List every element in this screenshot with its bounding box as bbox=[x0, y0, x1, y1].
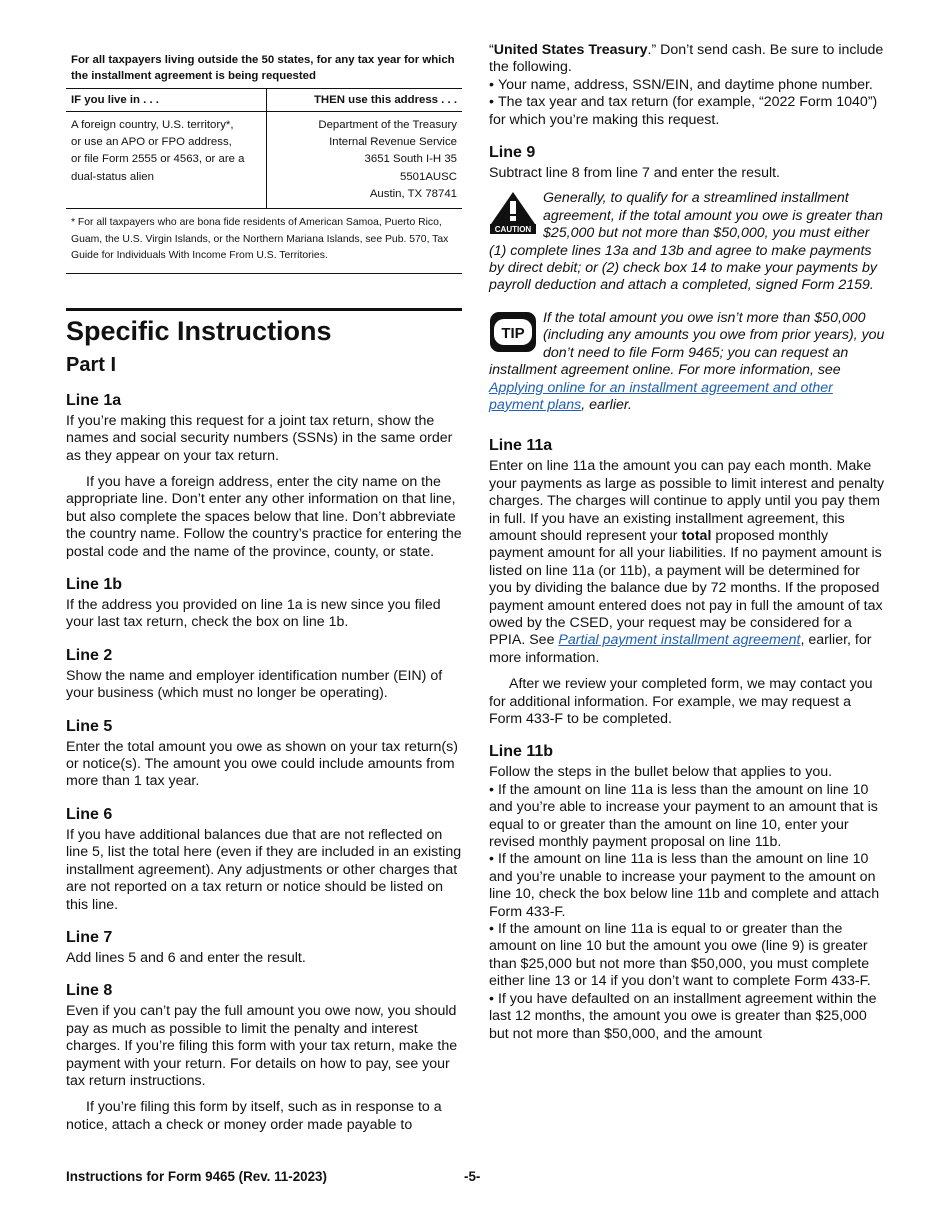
line-1a-paragraph: If you’re making this request for a joint tax return, show the names and social security numbers (SSNs) in the same order as they appear on your tax return. bbox=[66, 412, 453, 464]
part-heading: Part I bbox=[66, 353, 117, 376]
applying-online-link[interactable]: Applying online for an installment agreement and other payment plans bbox=[489, 379, 833, 413]
caution-icon bbox=[489, 190, 537, 234]
line-5-heading: Line 5 bbox=[66, 717, 113, 735]
table-row bbox=[66, 112, 462, 209]
line-11b-intro: Follow the steps in the bullet below that applies to you. bbox=[489, 764, 833, 781]
list-item: • Your name, address, SSN/EIN, and daytime phone number. bbox=[489, 77, 885, 94]
page-title: Specific Instructions bbox=[66, 315, 332, 346]
caution-label: CAUTION bbox=[494, 225, 532, 235]
line-11b-heading: Line 11b bbox=[489, 743, 554, 761]
line-6-heading: Line 6 bbox=[66, 805, 113, 823]
line-11a-paragraph: Enter on line 11a the amount you can pay each month. Make your payments as large as possible to limit interest and penalty charges. The charges will continue to apply until you pay them in full. If you have an existing installment agreement, this amount should represent your total proposed monthly payment amount for all your liabilities. If no payment amount is listed on line 11a (or 11b), a payment will be determined for you by dividing the balance due by 72 months. If the proposed payment amount entered does not pay in full the amount of tax owed by the CSED, your request may be considered for a PPIA. See Partial payment installment agreement, earlier, for more information. bbox=[489, 458, 885, 666]
table-cell-address: Department of the Treasury Internal Revenue Service 3651 South I-H 35 5501AUSC Austin, TX 78741 bbox=[267, 112, 463, 209]
table-footnote: * For all taxpayers who are bona fide residents of American Samoa, Puerto Rico, Guam, the U.S. Virgin Islands, or the Northern Mariana Islands, see Pub. 570, Tax Guide for Individuals With Income From U.S. Territories. bbox=[66, 209, 462, 274]
line-2-heading: Line 2 bbox=[66, 646, 113, 664]
address-table-title: For all taxpayers living outside the 50 states, for any tax year for which the installment agreement is being requested bbox=[71, 54, 455, 82]
table-header-if: IF you live in . . . bbox=[66, 89, 267, 112]
tip-icon bbox=[489, 310, 537, 354]
line-1b-paragraph: If the address you provided on line 1a is new since you filed your last tax return, check the box on line 1b. bbox=[66, 597, 441, 631]
line-5-paragraph: Enter the total amount you owe as shown on your tax return(s) or notice(s). The amount you owe could include amounts from more than 1 tax year. bbox=[66, 738, 458, 790]
page-footer bbox=[66, 1169, 886, 1184]
line-7-paragraph: Add lines 5 and 6 and enter the result. bbox=[66, 949, 306, 966]
line-11a-paragraph: After we review your completed form, we may contact you for additional information. For example, we may request a Form 433-F to be completed. bbox=[489, 676, 873, 727]
list-item: • If the amount on line 11a is less than the amount on line 10 and you’re unable to increase your payment to the amount on line 10, check the box below line 11b and complete and attach Form 433-F. bbox=[489, 851, 885, 921]
line-1b-heading: Line 1b bbox=[66, 576, 123, 594]
list-item: • If you have defaulted on an installment agreement within the last 12 months, the amount you owe is greater than $25,000 but not more than $50,000, and the amount bbox=[489, 991, 885, 1043]
list-item: • If the amount on line 11a is less than the amount on line 10 and you’re able to increase your payment to an amount that is equal to or greater than the amount on line 10, enter your revised monthly payment proposal on line 11b. bbox=[489, 782, 885, 852]
page-number: -5- bbox=[464, 1169, 481, 1184]
line-2-paragraph: Show the name and employer identification number (EIN) of your business (which must no longer be operating). bbox=[66, 667, 443, 702]
line-8-paragraph: Even if you can’t pay the full amount you owe now, you should pay as much as possible to limit the penalty and interest charges. If you’re filing this form with your tax return, make the payment with your return. For details on how to pay, see your tax return instructions. bbox=[66, 1003, 458, 1089]
continued-paragraph: “United States Treasury.” Don’t send cash. Be sure to include the following. bbox=[489, 42, 884, 76]
right-column bbox=[489, 42, 885, 1043]
line-8-paragraph: If you’re filing this form by itself, such as in response to a notice, attach a check or money order made payable to bbox=[66, 1099, 442, 1133]
line-11a-heading: Line 11a bbox=[489, 437, 553, 455]
address-table bbox=[66, 88, 462, 209]
tip-label: TIP bbox=[501, 324, 525, 342]
caution-notice bbox=[489, 190, 885, 294]
line-1a-heading: Line 1a bbox=[66, 391, 122, 409]
line-9-paragraph: Subtract line 8 from line 7 and enter the result. bbox=[489, 165, 781, 182]
left-column bbox=[66, 52, 462, 1134]
table-header-then: THEN use this address . . . bbox=[267, 89, 463, 112]
list-item: • If the amount on line 11a is equal to or greater than the amount on line 10 but the amount you owe (line 9) is greater than $25,000 but not more than $50,000, you must complete either line 13 or 14 if you don’t want to complete Form 433-F. bbox=[489, 921, 885, 991]
line-1a-paragraph: If you have a foreign address, enter the city name on the appropriate line. Don’t enter any other information on that line, but also complete the spaces below that line. Don’t abbreviate the country name. Follow the country’s practice for entering the postal code and the name of the province, county, or state. bbox=[66, 474, 462, 560]
table-cell-location: A foreign country, U.S. territory*, or use an APO or FPO address, or file Form 2555 or 4563, or are a dual-status alien bbox=[66, 112, 267, 209]
section-divider bbox=[66, 308, 462, 347]
line-6-paragraph: If you have additional balances due that are not reflected on line 5, list the total here (even if they are included in an existing installment agreement). Any adjustments or other charges that are not reported on a tax return or notice should be listed on this line. bbox=[66, 826, 462, 913]
line-9-heading: Line 9 bbox=[489, 144, 536, 162]
partial-payment-link[interactable]: Partial payment installment agreement bbox=[558, 632, 801, 649]
footer-document-title: Instructions for Form 9465 (Rev. 11-2023) bbox=[66, 1169, 327, 1184]
caution-text: Generally, to qualify for a streamlined installment agreement, if the total amount you owe is greater than $25,000 but not more than $50,000, you must either (1) complete lines 13a and 13b and agree to make payments by direct debit; or (2) check box 14 to make your payments by payroll deduction and attach a completed, signed Form 2159. bbox=[489, 190, 883, 294]
tip-notice bbox=[489, 310, 885, 414]
line-8-heading: Line 8 bbox=[66, 982, 113, 1000]
line-7-heading: Line 7 bbox=[66, 928, 113, 946]
list-item: • The tax year and tax return (for example, “2022 Form 1040”) for which you’re making this request. bbox=[489, 94, 885, 129]
tip-text: If the total amount you owe isn’t more than $50,000 (including any amounts you owe from prior years), you don’t need to file Form 9465; you can request an installment agreement online. For more information, see Applying online for an installment agreement and other payment plans, earlier. bbox=[489, 309, 885, 413]
